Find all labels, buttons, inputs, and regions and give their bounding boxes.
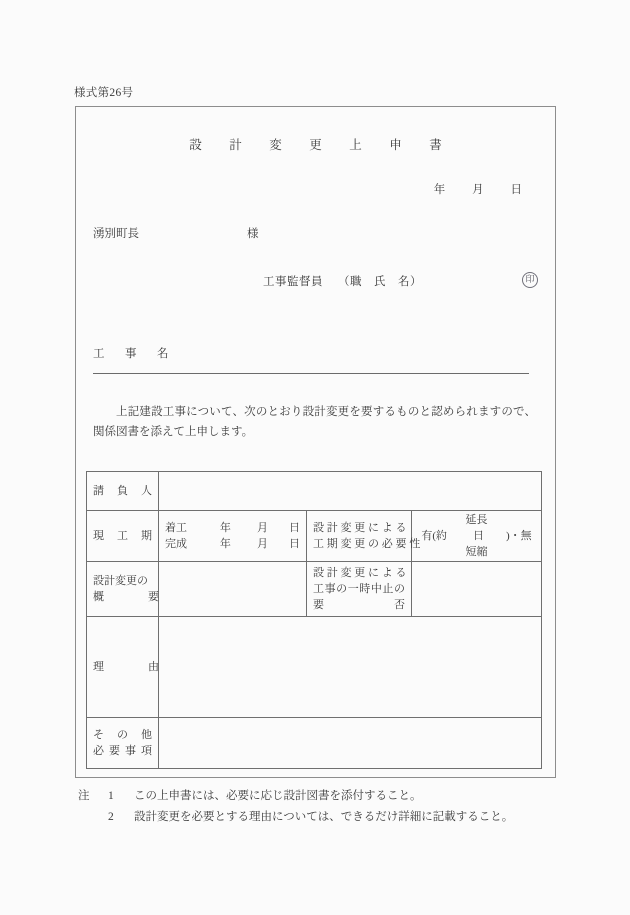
supervisor-label: 工事監督員 [263,276,323,288]
period-change-label-line2: 工 期 変 更 の 必 要 性 [313,538,421,550]
table-row-other-matters [87,718,542,769]
period-end-day: 日 [289,538,300,550]
date-year-label: 年 [433,184,447,196]
change-summary-label [87,562,159,617]
suspension-label-line3: 要 否 [313,599,405,611]
period-end-row [165,536,300,552]
table-row-contractor [87,472,542,511]
note-number: 2 [108,811,114,823]
suspension-necessity-label [307,562,412,617]
footer-notes [78,786,513,828]
design-change-table [86,471,542,769]
notes-tag: 注 [78,790,90,802]
notes-tag-spacer [78,807,108,828]
extension-bottom-label: 短縮 [465,546,488,558]
extension-prefix: 有(約 [421,530,447,542]
form-number: 様式第26号 [74,87,134,99]
seal-stamp-icon: 印 [522,272,538,288]
page-title: 設 計 変 更 上 申 書 [189,138,450,152]
suspension-label-line2: 工事の一時中止の [313,583,405,595]
extension-middle-row [418,528,535,544]
period-end-year: 年 [219,538,231,550]
period-change-label-line1: 設 計 変 更 に よ る [313,522,407,534]
table-row-reason [87,617,542,718]
other-matters-value-cell[interactable] [159,718,542,769]
date-line [434,181,523,197]
work-name-rule [93,373,529,374]
note-item [78,807,513,828]
addressee-honorific: 様 [247,228,259,240]
table-row-change-summary [87,562,542,617]
current-period-label: 現 工 期 [87,511,159,562]
change-summary-label-line2: 概 要 [93,591,159,603]
supervisor-line [76,273,555,291]
period-end-month: 月 [256,538,268,550]
body-paragraph: 上記建設工事について、次のとおり設計変更を要するものと認められますので、関係図書を添えて上申します。 [93,406,536,438]
other-matters-label [87,718,159,769]
other-matters-label-line2: 必 要 事 項 [93,745,152,757]
period-start-year: 年 [219,522,231,534]
addressee [93,225,259,241]
table-row-current-period [87,511,542,562]
date-day-label: 日 [510,184,523,196]
supervisor-name-fields: （職 氏 名） [338,276,422,288]
note-text: 設計変更を必要とする理由については、できるだけ詳細に記載すること。 [134,811,514,823]
note-number: 1 [108,790,114,802]
reason-value-cell[interactable] [159,617,542,718]
contractor-value-cell[interactable] [159,472,542,511]
period-start-label: 着工 [165,522,187,534]
period-start-month: 月 [256,522,268,534]
work-name-label: 工 事 名 [93,348,173,360]
current-period-value-cell[interactable] [159,511,307,562]
period-start-day: 日 [289,522,300,534]
addressee-name: 湧別町長 [93,228,139,240]
note-item [78,786,513,807]
extension-unit: 日 [473,530,484,542]
date-month-label: 月 [472,184,485,196]
extension-top-label: 延長 [465,514,488,526]
work-name-field [93,345,529,374]
change-summary-value-cell[interactable] [159,562,307,617]
document-page-frame [75,106,556,778]
period-end-label: 完成 [165,538,187,550]
other-matters-label-line1: そ の 他 [93,729,152,741]
contractor-label: 請 負 人 [87,472,159,511]
period-change-necessity-label [307,511,421,562]
suspension-label-line1: 設 計 変 更 に よ る [313,567,407,579]
suspension-value-cell[interactable] [412,562,542,617]
change-summary-label-line1: 設計変更の [93,575,148,587]
note-text: この上申書には、必要に応じ設計図書を添付すること。 [134,790,422,802]
period-start-row [165,520,300,536]
reason-label: 理 由 [87,617,159,718]
extension-suffix: )・無 [506,530,532,542]
period-change-value-cell[interactable] [412,511,542,562]
